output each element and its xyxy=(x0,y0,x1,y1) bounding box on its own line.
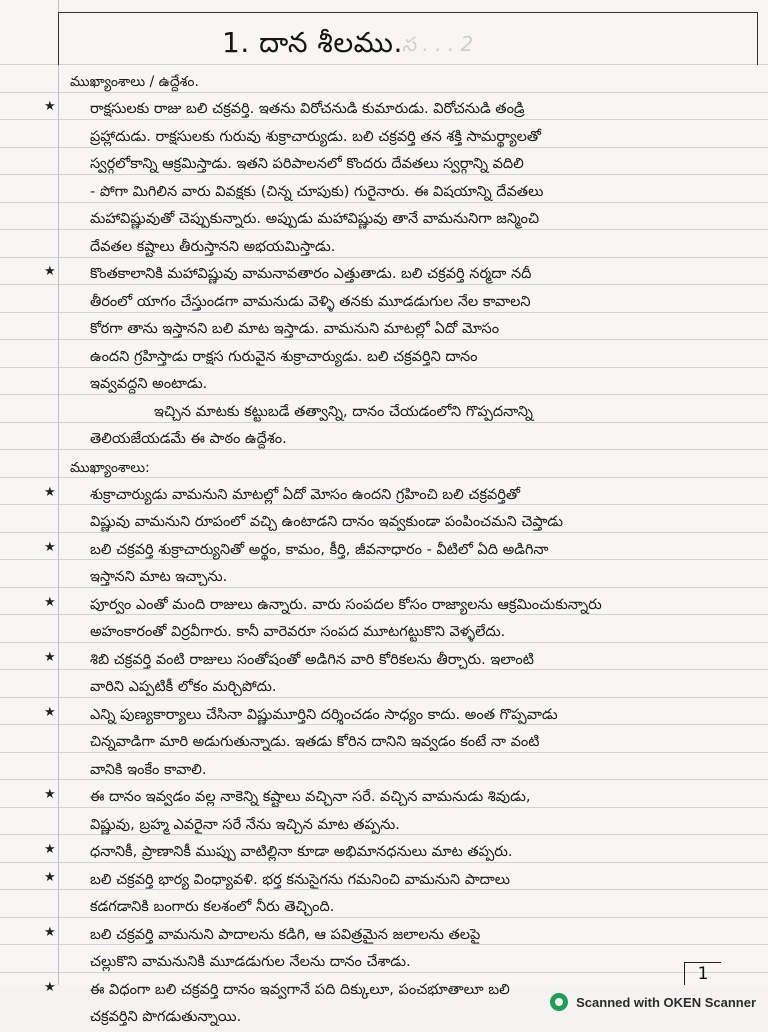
star-bullet-icon: ★ xyxy=(44,99,56,114)
section-heading: ముఖ్యాంశాలు: xyxy=(70,459,150,476)
text-line: చల్లుకొని వామనునికి మూడడుగుల నేలను దానం చేశాడు. xyxy=(90,954,411,970)
star-bullet-icon: ★ xyxy=(44,594,56,610)
text-line: వారిని ఎప్పటికీ లోకం మర్చిపోదు. xyxy=(90,679,277,695)
star-bullet-icon: ★ xyxy=(44,539,56,555)
document-body xyxy=(44,68,736,1032)
star-bullet-icon: ★ xyxy=(44,649,56,665)
paragraph xyxy=(44,537,736,592)
text-line: చిన్నవాడిగా మారి అడుగుతున్నాడు. ఇతడు కోరిన దానిని ఇవ్వడం కంటే నా వంటి xyxy=(90,734,540,750)
scanner-text: Scanned with OKEN Scanner xyxy=(576,994,756,1010)
paragraph xyxy=(44,261,736,399)
paragraph xyxy=(44,647,736,702)
star-bullet-icon: ★ xyxy=(44,979,56,995)
text-line: ఈ విధంగా బలి చక్రవర్తి దానం ఇవ్వగానే పది దిక్కులూ, పంచభూతాలూ బలి xyxy=(90,981,510,998)
text-line: స్వర్గలోకాన్ని ఆక్రమిస్తాడు. ఇతని పరిపాలనలో కొందరు దేవతలు స్వర్గాన్ని వదిలి xyxy=(90,156,524,172)
page-number: 1 xyxy=(684,962,721,985)
page-title: 1. దాన శీలము. xyxy=(222,26,403,59)
star-bullet-icon: ★ xyxy=(44,842,56,857)
paragraph xyxy=(44,784,736,839)
text-line: కోరగా తాను ఇస్తానని బలి మాట ఇస్తాడు. వామనుని మాటల్లో ఏదో మోసం xyxy=(90,321,500,337)
paragraph xyxy=(44,867,736,922)
text-line: దేవతల కష్టాలు తీరుస్తానని అభయమిస్తాడు. xyxy=(90,238,336,255)
paragraph xyxy=(44,482,736,537)
star-bullet-icon: ★ xyxy=(44,924,56,940)
paragraph xyxy=(44,592,736,647)
faint-title-annotation: స . . . 2 xyxy=(402,32,474,56)
text-line: విష్ణువు, బ్రహ్మ ఎవరైనా సరే నేను ఇచ్చిన మాట తప్పను. xyxy=(90,816,400,833)
star-bullet-icon: ★ xyxy=(44,704,56,720)
text-line: ఇస్తానని మాట ఇచ్చాను. xyxy=(90,569,228,585)
star-bullet-icon: ★ xyxy=(44,869,56,885)
text-line: శిబి చక్రవర్తి వంటి రాజులు సంతోషంతో అడిగిన వారి కోరికలను తీర్చారు. ఇలాంటి xyxy=(90,651,534,668)
text-line: రాక్షసులకు రాజు బలి చక్రవర్తి. ఇతను విరోచనుడి కుమారుడు. విరోచనుడి తండ్రి xyxy=(90,101,525,117)
star-bullet-icon: ★ xyxy=(44,787,56,802)
text-line: చక్రవర్తిని పొగడుతున్నాయి. xyxy=(90,1009,242,1025)
text-line: పూర్వం ఎంతో మంది రాజులు ఉన్నారు. వారు సంపదల కోసం రాజ్యాలను ఆక్రమించుకున్నారు xyxy=(90,596,602,613)
text-line: అహంకారంతో విర్రవీగారు. కానీ వారెవరూ సంపద మూటగట్టుకొని వెళ్ళలేదు. xyxy=(90,624,506,640)
star-bullet-icon: ★ xyxy=(44,484,56,500)
text-line: బలి చక్రవర్తి భార్య వింధ్యావళి. భర్త కనుసైగను గమనించి వామనుని పాదాలు xyxy=(90,871,511,888)
text-line: మహావిష్ణువుతో చెప్పుకున్నారు. అప్పుడు మహావిష్ణువు తానే వామనునిగా జన్మించి xyxy=(90,211,540,227)
section-heading: ముఖ్యాంశాలు / ఉద్దేశం. xyxy=(70,74,199,90)
margin-line xyxy=(58,0,59,985)
paragraph xyxy=(44,922,736,977)
star-bullet-icon: ★ xyxy=(44,264,56,279)
text-line: ప్రహ్లాదుడు. రాక్షసులకు గురువు శుక్రాచార్యుడు. బలి చక్రవర్తి తన శక్తి సామర్థ్యాలతో xyxy=(90,128,542,145)
scanner-watermark xyxy=(550,993,756,1011)
text-line: శుక్రాచార్యుడు వామనుని మాటల్లో ఏదో మోసం ఉందని గ్రహించి బలి చక్రవర్తితో xyxy=(90,486,521,503)
text-line: బలి చక్రవర్తి వామనుని పాదాలను కడిగి, ఆ పవిత్రమైన జలాలను తలపై xyxy=(90,926,481,943)
text-line: ఇచ్చిన మాటకు కట్టుబడే తత్వాన్ని, దానం చేయడంలోని గొప్పదనాన్ని xyxy=(154,403,533,420)
paragraph xyxy=(44,702,736,785)
oken-logo-icon xyxy=(550,993,568,1011)
text-line: తెలియజేయడమే ఈ పాఠం ఉద్దేశం. xyxy=(90,431,287,447)
paragraph xyxy=(44,839,736,867)
text-line: వానికి ఇంకేం కావాలి. xyxy=(90,761,207,778)
text-line: కొంతకాలానికి మహావిష్ణువు వామనావతారం ఎత్తుతాడు. బలి చక్రవర్తి నర్మదా నదీ xyxy=(90,266,532,282)
text-line: ఎన్ని పుణ్యకార్యాలు చేసినా విష్ణుమూర్తిని దర్శించడం సాధ్యం కాదు. అంత గొప్పవాడు xyxy=(90,706,558,723)
text-line: తీరంలో యాగం చేస్తుండగా వామనుడు వెళ్ళి తనకు మూడడుగుల నేల కావాలని xyxy=(90,293,531,310)
text-line: - పోగా మిగిలిన వారు వివక్షకు (చిన్న చూపుకు) గురైనారు. ఈ విషయాన్ని దేవతలు xyxy=(90,183,544,200)
text-line: బలి చక్రవర్తి శుక్రాచార్యునితో అర్థం, కామం, కీర్తి, జీవనాధారం - వీటిలో ఏది అడిగినా xyxy=(90,541,549,558)
text-line: ఈ దానం ఇవ్వడం వల్ల నాకెన్ని కష్టాలు వచ్చినా సరే. వచ్చిన వామనుడు శివుడు, xyxy=(90,789,531,805)
paragraph xyxy=(44,96,736,261)
text-line: విష్ణువు వామనుని రూపంలో వచ్చి ఉంటాడని దానం ఇవ్వకుండా పంపించమని చెప్తాడు xyxy=(90,514,564,530)
text-line: ధనానికీ, ప్రాణానికీ ముప్పు వాటిల్లినా కూడా అభిమానధనులు మాట తప్పరు. xyxy=(90,844,513,860)
text-line: ఉందని గ్రహిస్తాడు రాక్షస గురువైన శుక్రాచార్యుడు. బలి చక్రవర్తిని దానం xyxy=(90,348,478,365)
paragraph xyxy=(64,399,736,454)
text-line: ఇవ్వవద్దని అంటాడు. xyxy=(90,376,208,392)
text-line: కడగడానికి బంగారు కలశంలో నీరు తెచ్చింది. xyxy=(90,899,335,915)
